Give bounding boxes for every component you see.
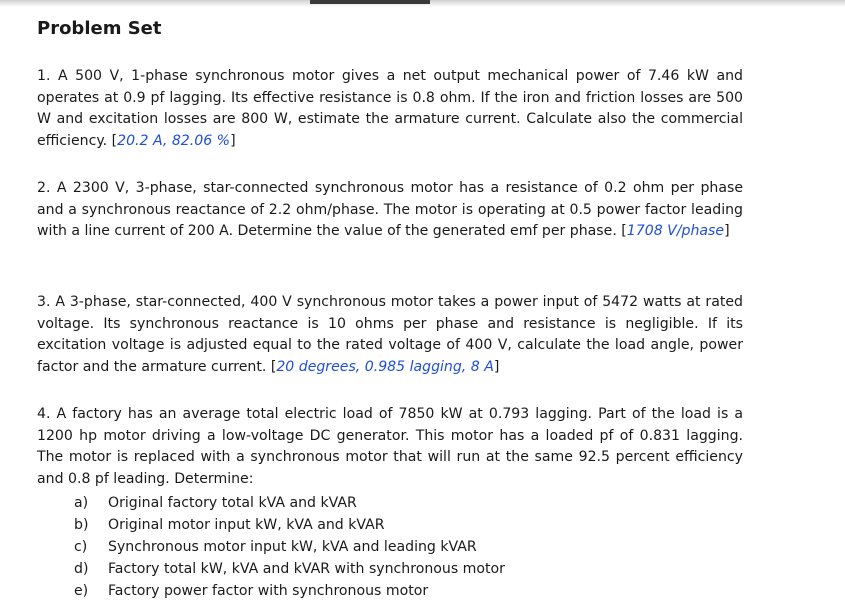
problem-4-sub-list [74,492,505,602]
problem-4 [37,404,743,490]
problem-1-answer: 20.2 A, 82.06 % [117,132,231,149]
problem-3-text: 3. A 3-phase, star-connected, 400 V synchronous motor takes a power input of 5472 watts at rated voltage. Its synchronous reactance is 10 ohms per phase and resistance is negligible. If its excitation voltage is adjusted equal to the rated voltage of 400 V, calculate the load angle, power factor and the armature current. [ [37,294,743,375]
problem-1-close: ] [230,132,236,149]
sub-item-letter: a) [74,495,89,511]
sub-item-text: Factory total kW, kVA and kVAR with synchronous motor [108,561,505,577]
sub-item-text: Original factory total kVA and kVAR [108,495,357,511]
problem-2 [37,178,743,243]
sub-item-text: Original motor input kW, kVA and kVAR [108,517,385,533]
sub-item-a [74,492,505,514]
problem-2-close: ] [724,223,730,240]
problem-1 [37,66,743,152]
problem-2-text: 2. A 2300 V, 3-phase, star-connected synchronous motor has a resistance of 0.2 ohm per phase and a synchronous reactance of 2.2 ohm/phase. The motor is operating at 0.5 power factor leading with a line current of 200 A. Determine the value of the generated emf per phase. [ [37,180,743,240]
sub-item-b [74,514,505,536]
problem-3 [37,292,743,378]
sub-item-d [74,558,505,580]
page-title: Problem Set [37,18,162,39]
sub-item-e [74,580,505,602]
problem-3-answer: 20 degrees, 0.985 lagging, 8 A [276,358,494,375]
sub-item-letter: e) [74,583,89,599]
problem-4-text: 4. A factory has an average total electric load of 7850 kW at 0.793 lagging. Part of the load is a 1200 hp motor driving a low-voltage DC generator. This motor has a loaded pf of 0.831 lagging. The motor is replaced with a synchronous motor that will run at the same 92.5 percent efficiency and 0.8 pf leading. Determine: [37,406,743,487]
sub-item-text: Synchronous motor input kW, kVA and leading kVAR [108,539,477,555]
problem-2-answer: 1708 V/phase [626,223,725,240]
problem-3-close: ] [493,358,500,375]
problem-1-text: 1. A 500 V, 1-phase synchronous motor gives a net output mechanical power of 7.46 kW and operates at 0.9 pf lagging. Its effective resistance is 0.8 ohm. If the iron and friction losses are 500 W and excitation losses are 800 W, estimate the armature current. Calculate also the commercial efficiency. [ [37,68,743,149]
sub-item-c [74,536,505,558]
sub-item-letter: c) [74,539,88,555]
sub-item-text: Factory power factor with synchronous motor [108,583,429,599]
top-toolbar-strip [310,0,430,4]
sub-item-letter: d) [74,561,89,577]
sub-item-letter: b) [74,517,89,533]
